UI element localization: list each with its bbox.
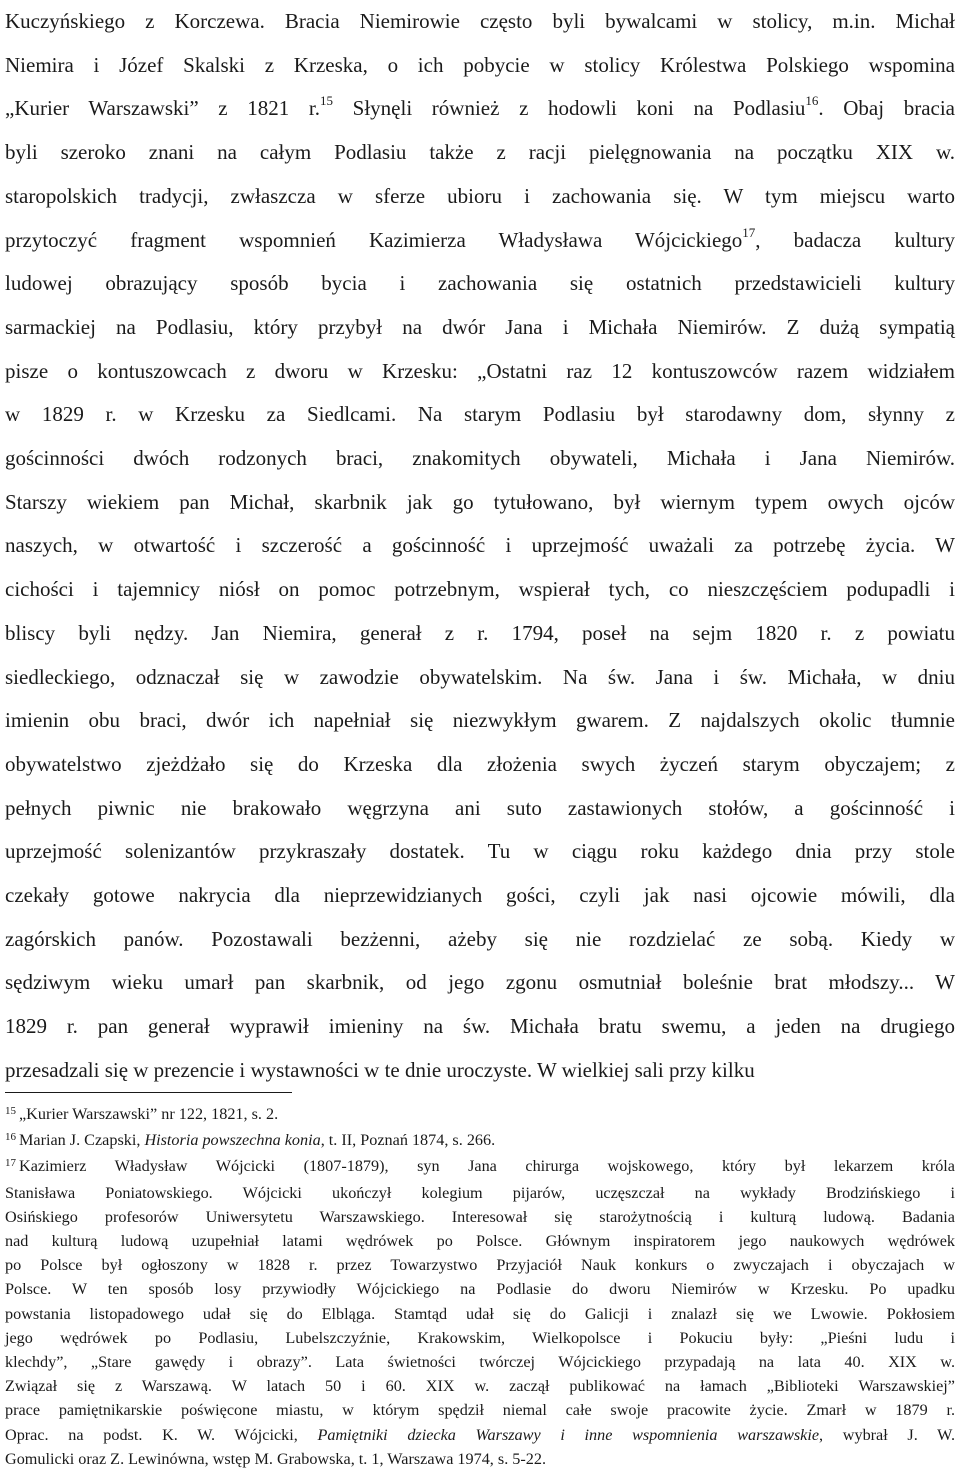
body-line: Kuczyńskiego z Korczewa. Bracia Niemirowie często byli bywalcami w stolicy, m.in. Michał [5, 9, 955, 33]
body-line: sarmackiej na Podlasiu, który przybył na dwór Jana i Michała Niemirów. Z dużą sympatią [5, 314, 955, 339]
text-run: , badacza kultury [755, 227, 955, 252]
footnote-text: nad kulturą ludową uzupełniał latami wędrówek po Polsce. Głównym inspiratorem jego naukowych wędrówek [5, 1232, 955, 1251]
footnote-line [5, 1253, 955, 1277]
footnote-line [5, 1398, 955, 1422]
footnote-ref: 15 [320, 93, 334, 109]
footnotes [5, 1102, 955, 1471]
body-line: byli szeroko znani na całym Podlasiu także z racji pielęgnowania na początku XIX w. [5, 140, 955, 165]
footnote-line [5, 1447, 955, 1471]
body-line: ludowej obrazujący sposób bycia i zachowania się ostatnich przedstawicieli kultury [5, 271, 955, 296]
body-line: pełnych piwnic nie brakowało węgrzyna ani suto zastawionych stołów, a gościnność i [5, 795, 955, 820]
body-line: 1829 r. pan generał wyprawił imieniny na św. Michała bratu swemu, a jeden na drugiego [5, 1014, 955, 1039]
footnote-text: Gomulicki oraz Z. Lewinówna, wstęp M. Grabowska, t. 1, Warszawa 1974, s. 5-22. [5, 1449, 547, 1468]
text-run: Słynęli również z hodowli koni na Podlasiu [333, 96, 806, 121]
body-line: siedleckiego, odznaczał się w zawodzie obywatelskim. Na św. Jana i św. Michała, w dniu [5, 664, 955, 689]
body-line: bliscy byli nędzy. Jan Niemira, generał z r. 1794, poseł na sejm 1820 r. z powiatu [5, 620, 955, 645]
footnote-text: po Polsce był ogłoszony w 1828 r. przez Towarzystwo Przyjaciół Nauk konkurs o zwyczajach i obyczajach w [5, 1256, 955, 1275]
footnote-number: 15 [5, 1105, 16, 1117]
footnote-ref: 17 [742, 224, 756, 240]
footnote-separator [5, 1092, 292, 1093]
footnote-line [5, 1229, 955, 1253]
footnote-line [5, 1374, 955, 1398]
body-line [5, 87, 955, 131]
body-line: naszych, w otwartość i szczerość a gościnność i uprzejmość uważali za potrzebę życia. W [5, 533, 955, 558]
footnote-number: 16 [5, 1131, 16, 1144]
text-run: . Obaj bracia [818, 96, 955, 121]
footnote-text: Stanisława Poniatowskiego. Wójcicki ukończył kolegium pijarów, uczęszczał na wykłady Brodzińskiego i [5, 1183, 955, 1202]
footnote-text: , wybrał J. W. [819, 1425, 956, 1444]
footnote-number: 17 [5, 1157, 16, 1170]
body-line [5, 219, 955, 263]
body-line: cichości i tajemnicy niósł on pomoc potrzebnym, wspierał tych, co nieszczęściem podupadli i [5, 577, 955, 602]
footnote-line [5, 1423, 955, 1447]
body-line: Niemira i Józef Skalski z Krzeska, o ich pobycie w stolicy Królestwa Polskiego wspomina [5, 52, 955, 77]
footnote-line [5, 1154, 955, 1180]
footnote-line [5, 1205, 955, 1229]
footnote-text: Oprac. na podst. K. W. Wójcicki, [5, 1425, 318, 1444]
footnote-line [5, 1102, 955, 1128]
footnote-line [5, 1350, 955, 1374]
body-line: sędziwym wieku umarł pan skarbnik, od jego zgonu osmutniał boleśnie brat młodszy... W [5, 970, 955, 995]
body-line: czekały gotowe nakrycia dla nieprzewidzianych gości, czyli jak nasi ojcowie mówili, dla [5, 883, 955, 908]
body-line: w 1829 r. w Krzesku za Siedlcami. Na starym Podlasiu był starodawny dom, słynny z [5, 402, 955, 427]
footnote-text: Kazimierz Władysław Wójcicki (1807-1879), syn Jana chirurga wojskowego, który był lekarzem króla [19, 1157, 955, 1176]
main-text [5, 0, 955, 1093]
footnote-line [5, 1326, 955, 1350]
footnote-line [5, 1302, 955, 1326]
footnote-text: Osińskiego profesorów Uniwersytetu Warszawskiego. Interesował się starożytnością i kulturą ludową. Badania [5, 1207, 955, 1226]
footnote-text: jego wędrówek po Podlasiu, Lubelszczyźnie, Krakowskim, Wielkopolsce i Pokuciu były: „Pieśni ludu i [5, 1328, 955, 1347]
body-line: uprzejmość solenizantów przykraszały dostatek. Tu w ciągu roku każdego dnia przy stole [5, 839, 955, 864]
footnote-text: „Kurier Warszawski” nr 122, 1821, s. 2. [19, 1105, 279, 1123]
body-line: przesadzali się w prezencie i wystawności w te dnie uroczyste. W wielkiej sali przy kilku [5, 1057, 755, 1082]
footnote-line [5, 1128, 955, 1154]
footnote-text: Marian J. Czapski, [19, 1131, 145, 1150]
footnote-text: prace pamiętnikarskie poświęcone miastu, w którym spędził niemal całe swoje pracowite życie. Zmarł w 1879 r. [5, 1401, 955, 1420]
footnote-text: Związał się z Warszawą. W latach 50 i 60. XIX w. zaczął publikować na łamach „Biblioteki Warszawskiej” [5, 1377, 955, 1396]
footnote-text: powstania listopadowego udał się do Elbląga. Stamtąd udał się do Galicji i znalazł się we Lwowie. Pokłosiem [5, 1304, 955, 1323]
footnote-title: Pamiętniki dziecka Warszawy i inne wspomnienia warszawskie [317, 1425, 820, 1444]
body-line: imienin obu braci, dwór ich napełniał się niezwykłym gwarem. Z najdalszych okolic tłumnie [5, 708, 955, 733]
footnote-line [5, 1181, 955, 1205]
footnote-title: Historia powszechna konia [144, 1131, 321, 1150]
footnote-text: Polsce. W ten sposób losy przywiodły Wójcickiego na Podlasie do dworu Niemirów w Krzesku. Po upadku [5, 1280, 955, 1299]
body-line: obywatelstwo zjeżdżało się do Krzeska dla złożenia swych życzeń starym obyczajem; z [5, 751, 955, 776]
footnote-text: , t. II, Poznań 1874, s. 266. [320, 1131, 496, 1150]
footnote-line [5, 1277, 955, 1301]
body-line: Starszy wiekiem pan Michał, skarbnik jak go tytułowano, był wiernym typem owych ojców [5, 489, 955, 514]
body-line: pisze o kontuszowcach z dworu w Krzesku: „Ostatni raz 12 kontuszowców razem widziałem [5, 358, 955, 383]
footnote-ref: 16 [805, 93, 819, 109]
text-run: przytoczyć fragment wspomnień Kazimierza Władysława Wójcickiego [5, 227, 743, 252]
body-line: staropolskich tradycji, zwłaszcza w sferze ubioru i zachowania się. W tym miejscu warto [5, 183, 955, 208]
body-line: gościnności dwóch rodzonych braci, znakomitych obywateli, Michała i Jana Niemirów. [5, 446, 955, 471]
body-line: zagórskich panów. Pozostawali bezżenni, ażeby się nie rozdzielać ze sobą. Kiedy w [5, 926, 955, 951]
text-run: „Kurier Warszawski” z 1821 r. [5, 96, 321, 121]
footnote-text: klechdy”, „Stare gawędy i obrazy”. Lata świetności twórczej Wójcickiego przypadają na lata 40. XIX w. [5, 1353, 955, 1372]
